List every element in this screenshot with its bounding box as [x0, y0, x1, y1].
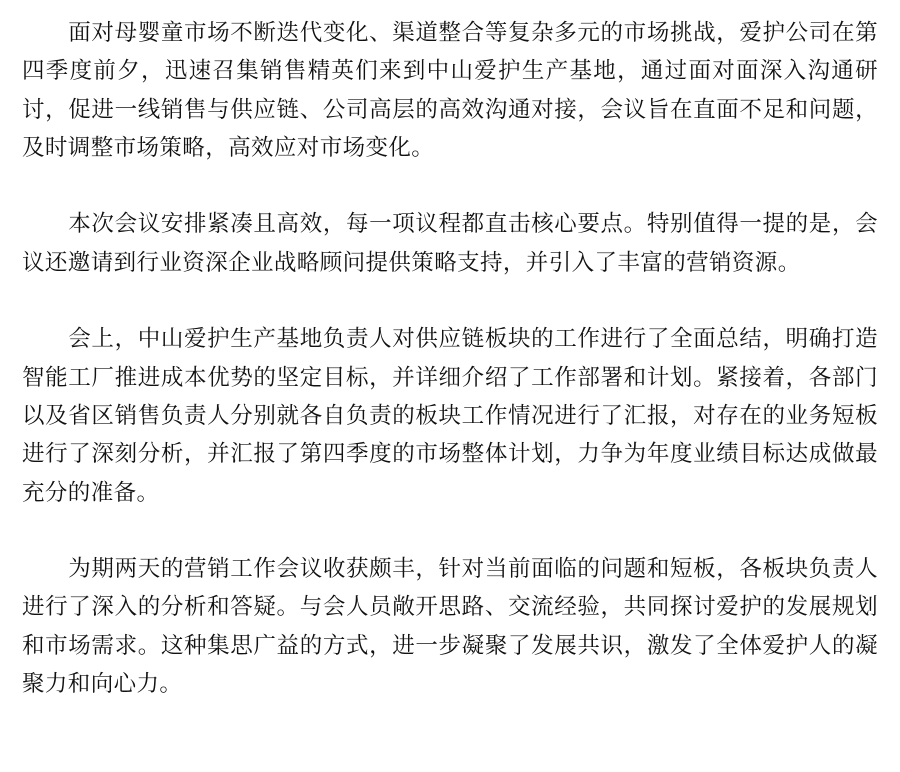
- paragraph-meeting-agenda: 本次会议安排紧凑且高效，每一项议程都直击核心要点。特别值得一提的是，会议还邀请到行业资深企业战略顾问提供策略支持，并引入了丰富的营销资源。: [22, 211, 878, 276]
- paragraph-meeting-background: 面对母婴童市场不断迭代变化、渠道整合等复杂多元的市场挑战，爱护公司在第四季度前夕，迅速召集销售精英们来到中山爱护生产基地，通过面对面深入沟通研讨，促进一线销售与供应链、公司高层的高效沟通对接，会议旨在直面不足和问题，及时调整市场策略，高效应对市场变化。: [22, 20, 878, 161]
- paragraph-meeting-reports: 会上，中山爱护生产基地负责人对供应链板块的工作进行了全面总结，明确打造智能工厂推进成本优势的坚定目标，并详细介绍了工作部署和计划。紧接着，各部门以及省区销售负责人分别就各自负责的板块工作情况进行了汇报，对存在的业务短板进行了深刻分析，并汇报了第四季度的市场整体计划，力争为年度业绩目标达成做最充分的准备。: [22, 326, 878, 506]
- article-body: [22, 14, 878, 703]
- paragraph-meeting-summary: 为期两天的营销工作会议收获颇丰，针对当前面临的问题和短板，各板块负责人进行了深入的分析和答疑。与会人员敞开思路、交流经验，共同探讨爱护的发展规划和市场需求。这种集思广益的方式，进一步凝聚了发展共识，激发了全体爱护人的凝聚力和向心力。: [22, 556, 878, 698]
